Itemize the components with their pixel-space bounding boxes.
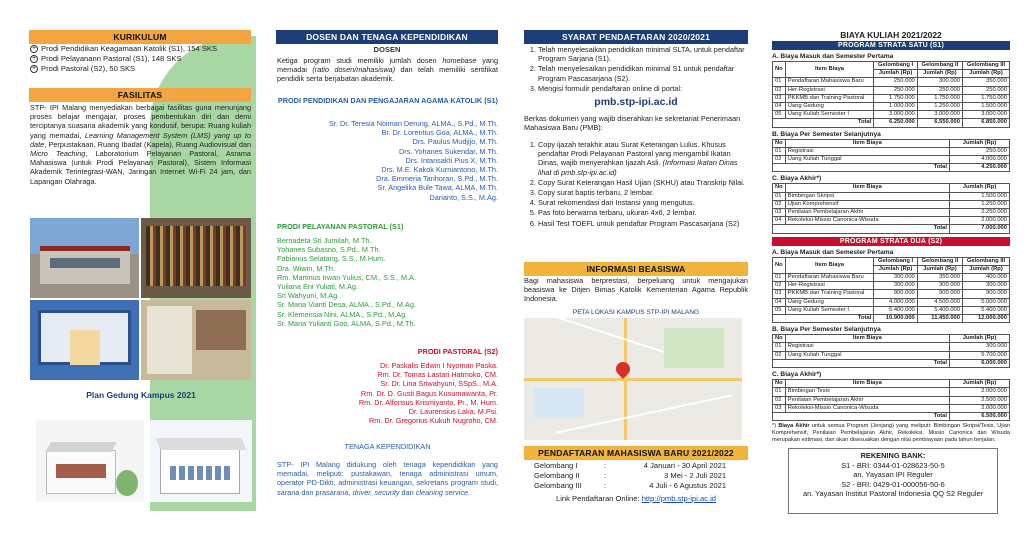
table-row: 05 Uang Kuliah Semester I 5.400.000 5.400.000 5.400.000 [773,306,1010,314]
table-row: Gelombang I : 4 Januari - 30 April 2021 [534,461,727,470]
list-item: 5. Pas foto berwarna terbaru, ukuran 4x6, 2 lembar. [538,208,748,217]
table-row: 03 Rekoleksi-Missio Canonica-Wisuda 2.000.000 [773,404,1010,412]
prodi-s1-title: PRODI PENDIDIKAN DAN PENGAJARAN AGAMA KATOLIK (S1) [277,96,498,105]
table-row: 02 Uang Kuliah Tunggal 5.700.000 [773,351,1010,359]
table-row: Total 7.000.000 [773,225,1010,233]
s1-a-title: A. Biaya Masuk dan Semester Pertama [772,53,894,60]
rekening-s1-name: an. Yayasan IPI Reguler [853,470,933,480]
list-item: Sri Wahyuni, M.Ag. [277,291,340,301]
table-row: 01 Bimbingan Skripsi 1.500.000 [773,192,1010,200]
table-row: Gelombang II : 3 Mei - 2 Juli 2021 [534,471,727,480]
list-item: Drs. Intansakti Pius X, M.Th. [405,155,498,165]
list-item: Rm. Dr. Tomas Lastari Hatmoko, CM. [377,370,498,380]
pendaftaran-title: PENDAFTARAN MAHASISWA BARU 2021/2022 [524,446,748,460]
s2-b-title: B. Biaya Per Semester Selanjutnya [772,326,881,334]
table-row: 02 Her-Registrasi 250.000 250.000 250.000 [773,86,1010,94]
map-pin-icon [613,359,633,379]
table-row: 01 Registrasi 300.000 [773,343,1010,351]
s2-c-table: No Item Biaya Jumlah (Rp) 01 Bimbingan Tesis 2.000.000 02 Penilaian Pembelajaran Akhir 2.500.000 03 Rekoleksi-Missio Canonica-Wisuda 2.000.000 Total 6.500.000 [772,379,1010,421]
list-item: Sr. Dr. Lina Sriwahyuni, SSpS., M.A. [380,379,498,389]
table-row: Total 10.900.000 11.450.000 12.000.000 [773,315,1010,323]
beasiswa-title: INFORMASI BEASISWA [524,262,748,276]
panel-biaya [768,0,1024,543]
list-item: 4. Surat rekomendasi dari Instansi yang mengutus. [538,198,748,207]
table-row: Gelombang III : 4 Juli - 6 Agustus 2021 [534,481,727,490]
panel-kurikulum [0,0,256,543]
rekening-s2: S2 - BRI: 0429-01-000056-50-6 [841,479,945,489]
list-item: Rm. Dr. Gregorius Kukuh Nugroho, CM. [369,416,498,426]
syarat-list [524,45,748,94]
list-item: 1. Copy ijazah terakhir atau Surat Keterangan Lulus. Khusus pendaftar Prodi Pelayanan Pastoral yang mengambil Ikatan Dinas, wajib menyerahkan Ijazah Asli. (Informasi Ikatan Dinas lihat di pmb.stp-ipi.ac.id) [538,140,748,177]
table-row: Total 4.250.000 [773,164,1010,172]
panel-syarat [512,0,768,543]
rekening-title: REKENING BANK: [860,451,926,460]
list-item: Yohanes Subasno, S.Pd., M.Th. [277,245,381,255]
list-item: + Prodi Pendidikan Keagamaan Katolik (S1), 154 SKS [31,44,218,53]
s1-b-table: No Item Biaya Jumlah (Rp) 01 Registrasi 250.000 02 Uang Kuliah Tunggal 4.000.000 Total 4.250.000 [772,139,1010,173]
table-row: 03 PKKMB dan Training Pastoral 1.750.000 1.750.000 1.750.000 [773,94,1010,102]
syarat-title: SYARAT PENDAFTARAN 2020/2021 [524,30,748,44]
list-item: + Prodi Pastoral (S2), 50 SKS [31,64,136,73]
list-item: Sr. Klemensia Nini, ALMA., S.Pd., M.Ag. [277,309,408,319]
link-line: Link Pendaftaran Online: http://pmb.stp-ipi.ac.id [555,494,716,503]
room-photo [141,300,251,380]
list-item: Dr. Laurensius Laka, M.Psi. [408,407,498,417]
table-row: 01 Registrasi 250.000 [773,147,1010,155]
list-item: 1. Telah menyelesaikan pendidikan minimal SLTA, untuk pendaftar Program Sarjana (S1). [538,45,748,63]
tenaga-title: TENAGA KEPENDIDIKAN [344,442,431,451]
panel-dosen [256,0,512,543]
kurikulum-list [30,44,252,74]
list-item: Yuliana Eni Yuliati, M.Ag. [277,282,358,292]
table-row: 02 Uang Kuliah Tunggal 4.000.000 [773,156,1010,164]
berkas-intro: Berkas dokumen yang wajib diserahkan ke sekretariat Penerimaan Mahasiswa Baru (PMB): [524,114,741,133]
list-item: + Prodi Pelayanann Pastoral (S1), 148 SKS [31,54,182,63]
table-row: Total 6.500.000 [773,412,1010,420]
building-plan-image [36,420,144,502]
list-item: Sr. Maria Yulianti Goo, ALMA, S.Pd., M.Th. [277,318,416,328]
s1-c-title: C. Biaya Akhir*) [772,175,822,183]
list-item: Dra. Emmeria Tarihoran, S.Pd., M.Th. [376,174,498,184]
table-row: 05 Uang Kuliah Semester I 3.000.000 3.000.000 3.000.000 [773,111,1010,119]
plan-caption: Plan Gedung Kampus 2021 [86,390,196,400]
list-item: Drs. Paulus Mudjijo, M.Th. [412,137,498,147]
list-item: Darianto, S.S., M.Ag. [429,192,498,202]
s2-program-title: PROGRAM STRATA DUA (S2) [772,237,1010,246]
table-row: 02 Penilaian Pembelajaran Akhir 2.500.000 [773,396,1010,404]
biaya-title: BIAYA KULIAH 2021/2022 [840,30,942,40]
dosen-title: DOSEN DAN TENAGA KEPENDIDIKAN [276,30,498,44]
table-row: 04 Rekoleksi-Missio Canonica-Wisuda 2.000.000 [773,217,1010,225]
s1-a-table: No Item Biaya Gelombang I Gelombang II Gelombang III Jumlah (Rp) Jumlah (Rp) Jumlah (Rp) 01 Pendaftaran Mahasiswa Baru 250.000 300.000 350.000 02 Her-Registrasi 250.000 250.000 250.000 03 PKKMB dan Training Pastoral 1.750.000 1.750.000 1.750.000 04 Uang Gedung 1.000.000 1.250.000 1.500.000 05 Uang Kuliah Semester I 3.000.000 3.000.000 3.000.000 Total 6.250.000 6.550.000 6.850.000 [772,61,1010,128]
list-item: 6. Hasil Test TOEFL untuk pendaftar Program Pascasarjana (S2) [538,219,748,228]
fasilitas-title: FASILITAS [29,88,251,102]
building-plan-image-2 [150,420,252,502]
rekening-box [788,448,998,514]
berkas-list [524,140,748,229]
library-photo [141,218,251,298]
s2-c-title: C. Biaya Akhir*) [772,371,822,379]
s2-b-table: No Item Biaya Jumlah (Rp) 01 Registrasi 300.000 02 Uang Kuliah Tunggal 5.700.000 Total 6.000.000 [772,334,1010,368]
table-row: 01 Bimbingan Tesis 2.000.000 [773,388,1010,396]
table-row: 02 Her-Registrasi 300.000 300.000 300.000 [773,282,1010,290]
list-item: Drs. M.E. Kakok Kurniantono, M.Th. [381,165,498,175]
table-row: 03 Penilaian Pembelajaran Akhir 2.250.000 [773,209,1010,217]
table-row: 04 Uang Gedung 4.000.000 4.500.000 5.000.000 [773,298,1010,306]
dosen-intro: Ketiga program studi memiliki jumlah dosen homebase yang memadai (ratio dosen/mahasiswa) dan telah memiliki sertifikat pendidik serta berjabatan akademik. [277,56,499,84]
table-row: 03 PKKMB dan Training Pastoral 900.000 900.000 900.000 [773,290,1010,298]
list-item: Sr. Maria Vianti Desa, ALMA., S.Pd., M.Ag. [277,300,416,310]
list-item: Br. Dr. Lorentius Goa, ALMA., M.Th. [381,128,498,138]
table-row: Total 6.250.000 6.550.000 6.850.000 [773,119,1010,127]
s2-a-table: No Item Biaya Gelombang I Gelombang II Gelombang III Jumlah (Rp) Jumlah (Rp) Jumlah (Rp) 01 Pendaftaran Mahasiswa Baru 300.000 350.000 400.000 02 Her-Registrasi 300.000 300.000 300.000 03 PKKMB dan Training Pastoral 900.000 900.000 900.000 04 Uang Gedung 4.000.000 4.500.000 5.000.000 05 Uang Kuliah Semester I 5.400.000 5.400.000 5.400.000 Total 10.900.000 11.450.000 12.000.000 [772,257,1010,324]
list-item: Dra. Wiwin, M.Th. [277,263,335,273]
rekening-s1: S1 - BRI: 0344-01-028623-50-5 [841,460,945,470]
dosen-subtitle: DOSEN [373,45,401,54]
tenaga-text: STP- IPI Malang didukung oleh tenaga kependidikan yang memadai, meliputi: pustakawan, tenaga administrasi umum, operator PD-Dikti, administrasi keuangan, sekretaris program studi, sarana dan prasarana, driver, security dan cleaning service. [277,460,498,497]
portal-link[interactable]: pmb.stp-ipi.ac.id [594,96,678,108]
biaya-note: *) Biaya Akhir untuk semua Program (Jenjang) yang meliputi: Bimbingan Skripsi/Tesis, Ujian Komprehensif, Penilaian Pembelajaran Akhir, Rekoleksi, Missio Canonica dan Wisuda merupakan estimasi, dan akan disesuaikan dengan nilai pembiayaan pada tahun berjalan. [772,423,1010,443]
prodi-s2-list [277,361,498,425]
list-item: 2. Telah menyelesaikan pendidikan minimal S1 untuk pendaftar Program Pascasarjana (S2). [538,64,748,82]
beasiswa-text: Bagi mahasiswa berprestasi, berpeluang untuk mengajukan beasiswa ke Ditjen Bimas Katolik Kementerian Agama Republik Indonesia. [524,276,748,304]
list-item: Sr. Angelika Bule Tawa, ALMA, M.Th. [377,183,498,193]
peta-title: PETA LOKASI KAMPUS STP-IPI MALANG [572,309,700,316]
s2-a-title: A. Biaya Masuk dan Semester Pertama [772,248,894,256]
list-item: Dr. Paskalis Edwin I Nyoman Paska. [379,361,498,370]
prodi-pp-list [277,236,498,328]
list-item: Fabianus Selatang, S.S., M.Hum. [277,254,386,264]
list-item: Rm. Martinus Irwan Yulius, CM., S.S., M.A. [277,272,416,282]
list-item: Rm. Dr. D. Gusti Bagus Kusumawanta, Pr. [360,388,498,398]
s1-b-title: B. Biaya Per Semester Selanjutnya [772,130,881,138]
list-item: 2. Copy Surat Keterangan Hasil Ujian (SKHU) atau Transkrip Nilai. [538,178,748,187]
list-item: 3. Copy surat baptis terbaru, 2 lembar. [538,188,748,197]
prodi-s2-title: PRODI PASTORAL (S2) [417,347,498,356]
campus-map[interactable] [524,318,742,440]
table-row: 01 Pendaftaran Mahasiswa Baru 300.000 350.000 400.000 [773,274,1010,282]
s1-program-title: PROGRAM STRATA SATU (S1) [772,41,1010,50]
s1-c-table: No Item Biaya Jumlah (Rp) 01 Bimbingan Skripsi 1.500.000 02 Ujian Komprehensif 1.250.000 03 Penilaian Pembelajaran Akhir 2.250.000 04 Rekoleksi-Missio Canonica-Wisuda 2.000.000 Total 7.000.000 [772,183,1010,233]
campus-photo [30,218,139,298]
list-item: Rm. Dr. Alfonsus Krismiyanto, Pr., M. Hum. [358,397,498,407]
table-row: Total 6.000.000 [773,359,1010,367]
list-item: Drs. Yohanes Sukendar, M.Th. [399,146,498,156]
hall-photo [30,300,139,380]
prodi-pp-title: PRODI PELAYANAN PASTORAL (S1) [277,222,404,231]
kurikulum-title: KURIKULUM [29,30,251,44]
registration-link[interactable]: http://pmb.stp-ipi.ac.id [641,494,716,503]
table-row: 04 Uang Gedung 1.000.000 1.250.000 1.500.000 [773,103,1010,111]
table-row: 01 Pendaftaran Mahasiswa Baru 250.000 300.000 350.000 [773,78,1010,86]
rekening-s2-name: an. Yayasan Institut Pastoral Indonesia QQ S2 Reguler [802,489,984,499]
table-row: 02 Ujian Komprehensif 1.250.000 [773,200,1010,208]
fasilitas-text: STP- IPI Malang menyediakan berbagai fasilitas guna menunjang proses belajar mengajar, proses pembentukan diri dan demi terciptanya suasana akademik yang kondusif, berupa: Ruang kuliah yang memadai, Learning Management System (LMS) yang up to date, Perpustakaan, Ruang Ibadat (Kapela), Ruang Audiovisual dan Micro Teaching, Laboratorium Pelayanan Pastoral, Asrama Mahasiswa (untuk Prodi Pelayanan Pastoral), Sistem Informasi Akademik Terintegrasi-WAN, Jaringan Internet Wi-Fi 24 jam, dan Lapangan Olahraga. [30,103,252,186]
list-item: 3. Mengisi formulir pendaftaran online di portal: [538,84,748,93]
list-item: Bernadeta Sri Jumilah, M.Th. [277,236,372,245]
list-item: Sr. Dr. Teresia Noiman Derung, ALMA., S.Pd., M.Th. [329,119,498,128]
prodi-s1-list [277,119,498,202]
